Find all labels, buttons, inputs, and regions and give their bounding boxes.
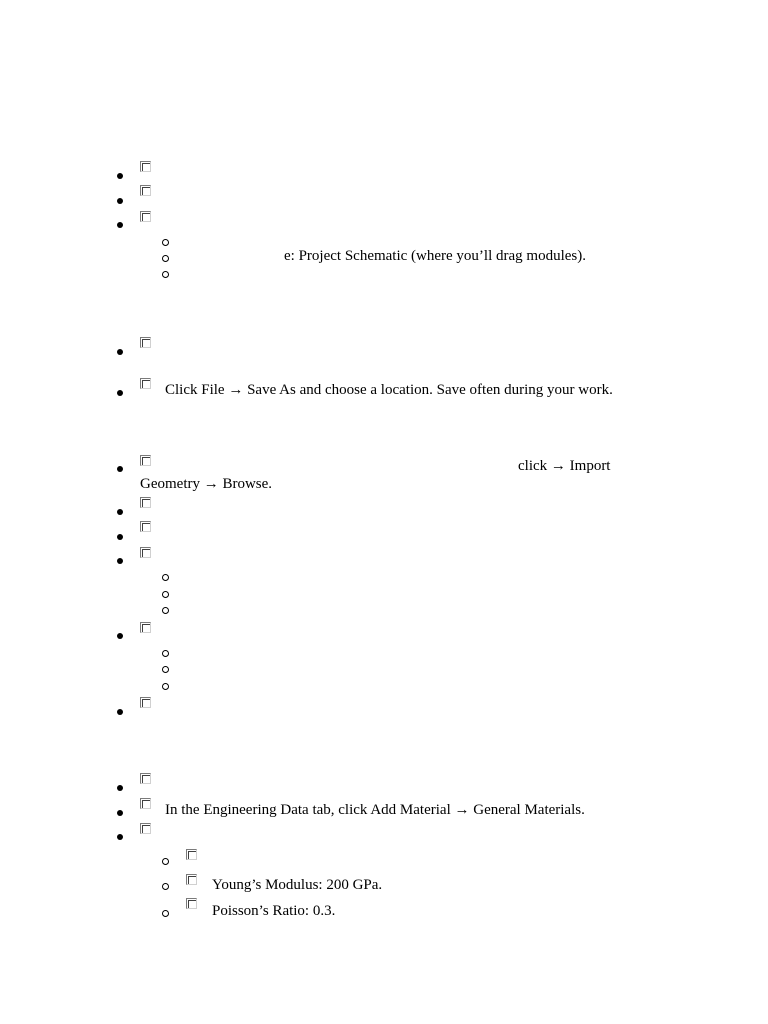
save-as-text: Click File → Save As and choose a location. Save often during your work. xyxy=(165,382,613,398)
checkbox[interactable] xyxy=(140,823,151,834)
sublist-bullet xyxy=(162,883,169,890)
sublist-bullet xyxy=(162,666,169,673)
list-bullet xyxy=(117,810,123,816)
schematic-text: e: Project Schematic (where you’ll drag modules). xyxy=(284,248,586,264)
sublist-bullet xyxy=(162,910,169,917)
poissons-ratio-text: Poisson’s Ratio: 0.3. xyxy=(212,903,336,919)
checkbox[interactable] xyxy=(140,697,151,708)
checkbox[interactable] xyxy=(140,211,151,222)
engineering-data-text: In the Engineering Data tab, click Add Material → General Materials. xyxy=(165,802,585,818)
list-bullet xyxy=(117,785,123,791)
checkbox[interactable] xyxy=(140,773,151,784)
checkbox[interactable] xyxy=(140,185,151,196)
checkbox[interactable] xyxy=(140,798,151,809)
sublist-bullet xyxy=(162,271,169,278)
sublist-bullet xyxy=(162,591,169,598)
list-bullet xyxy=(117,534,123,540)
checkbox[interactable] xyxy=(140,521,151,532)
sublist-bullet xyxy=(162,650,169,657)
list-bullet xyxy=(117,834,123,840)
import-text: click → Import xyxy=(518,458,611,474)
sublist-bullet xyxy=(162,255,169,262)
list-bullet xyxy=(117,466,123,472)
list-bullet xyxy=(117,198,123,204)
checkbox[interactable] xyxy=(186,874,197,885)
list-bullet xyxy=(117,633,123,639)
checkbox[interactable] xyxy=(140,497,151,508)
geometry-browse-text: Geometry → Browse. xyxy=(140,476,273,492)
checkbox[interactable] xyxy=(186,898,197,909)
youngs-modulus-text: Young’s Modulus: 200 GPa. xyxy=(212,877,383,893)
sublist-bullet xyxy=(162,574,169,581)
checkbox[interactable] xyxy=(140,378,151,389)
list-bullet xyxy=(117,509,123,515)
list-bullet xyxy=(117,558,123,564)
checkbox[interactable] xyxy=(140,622,151,633)
sublist-bullet xyxy=(162,683,169,690)
list-bullet xyxy=(117,173,123,179)
checkbox[interactable] xyxy=(140,455,151,466)
sublist-bullet xyxy=(162,239,169,246)
list-bullet xyxy=(117,709,123,715)
list-bullet xyxy=(117,390,123,396)
sublist-bullet xyxy=(162,607,169,614)
checkbox[interactable] xyxy=(186,849,197,860)
list-bullet xyxy=(117,222,123,228)
checkbox[interactable] xyxy=(140,337,151,348)
list-bullet xyxy=(117,349,123,355)
sublist-bullet xyxy=(162,858,169,865)
checkbox[interactable] xyxy=(140,161,151,172)
checkbox[interactable] xyxy=(140,547,151,558)
